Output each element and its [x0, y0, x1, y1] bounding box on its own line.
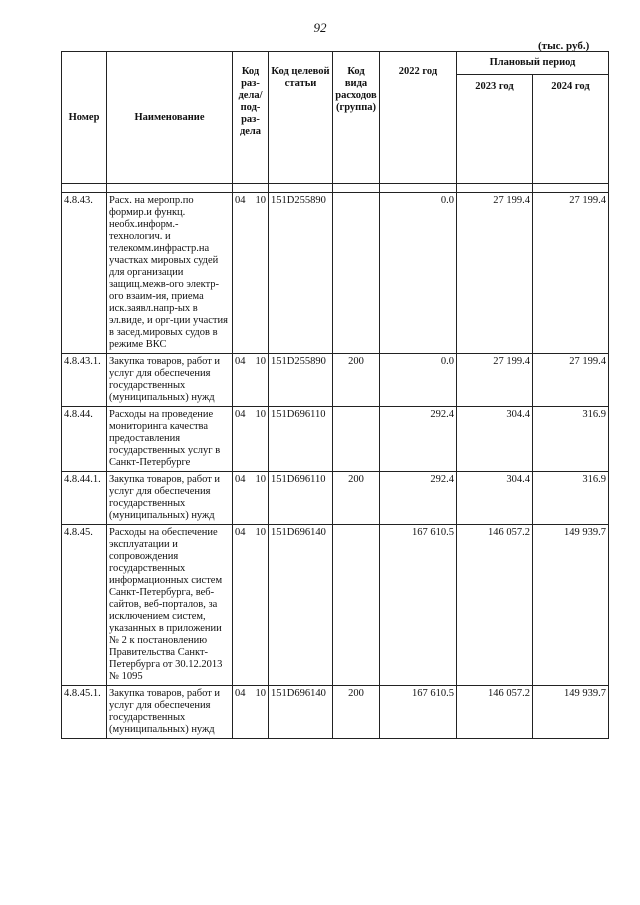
row-target-code: 151D255890 — [269, 354, 333, 407]
row-2022: 0.0 — [380, 354, 457, 407]
row-expense-code — [333, 525, 380, 686]
row-number: 4.8.43.1. — [62, 354, 107, 407]
table-row — [62, 525, 609, 686]
row-target-code: 151D696110 — [269, 472, 333, 525]
header-2023: 2023 год — [457, 75, 533, 184]
row-subsection: 10 — [255, 356, 266, 367]
row-2024: 316.9 — [533, 407, 609, 472]
row-subsection: 10 — [255, 195, 266, 206]
row-target-code: 151D255890 — [269, 193, 333, 354]
budget-table — [61, 51, 609, 739]
row-name: Закупка товаров, работ и услуг для обеспечения государственных (муниципальных) нужд — [107, 686, 233, 739]
row-name: Расходы на проведение мониторинга качества предоставления государственных услуг в Санкт-Петербурге — [107, 407, 233, 472]
row-section: 04 — [235, 474, 246, 485]
header-name: Наименование — [107, 52, 233, 184]
table-row — [62, 354, 609, 407]
row-expense-code: 200 — [333, 686, 380, 739]
row-section-code — [233, 472, 269, 525]
row-subsection: 10 — [255, 409, 266, 420]
header-number: Номер — [62, 52, 107, 184]
row-2022: 167 610.5 — [380, 686, 457, 739]
row-name: Расх. на меропр.по формир.и функц. необх.информ.-технологич. и телекомм.инфрастр.на участках мировых судей для организации защищ.межв-ого электр-ого взаим-ия, приема иск.заявл.напр-ых в эл.виде, и орг-ции участия в засед.мировых судов в режиме ВКС — [107, 193, 233, 354]
row-2024: 27 199.4 — [533, 354, 609, 407]
row-section: 04 — [235, 356, 246, 367]
row-2023: 27 199.4 — [457, 193, 533, 354]
row-name: Закупка товаров, работ и услуг для обеспечения государственных (муниципальных) нужд — [107, 354, 233, 407]
page-number: 92 — [313, 20, 327, 35]
row-subsection: 10 — [255, 527, 266, 538]
row-expense-code — [333, 193, 380, 354]
row-expense-code: 200 — [333, 354, 380, 407]
row-expense-code: 200 — [333, 472, 380, 525]
table-row — [62, 686, 609, 739]
row-2022: 0.0 — [380, 193, 457, 354]
header-2022: 2022 год — [380, 52, 457, 184]
units-label: (тыс. руб.) — [538, 40, 590, 52]
row-2023: 304.4 — [457, 407, 533, 472]
row-2023: 146 057.2 — [457, 525, 533, 686]
row-section-code — [233, 354, 269, 407]
row-number: 4.8.43. — [62, 193, 107, 354]
row-2024: 149 939.7 — [533, 686, 609, 739]
row-2023: 304.4 — [457, 472, 533, 525]
header-expense-type: Код вида расходов (группа) — [333, 52, 380, 184]
table-row — [62, 407, 609, 472]
row-number: 4.8.44. — [62, 407, 107, 472]
row-expense-code — [333, 407, 380, 472]
row-2022: 292.4 — [380, 472, 457, 525]
row-target-code: 151D696110 — [269, 407, 333, 472]
row-name: Закупка товаров, работ и услуг для обеспечения государственных (муниципальных) нужд — [107, 472, 233, 525]
table-row — [62, 472, 609, 525]
row-section-code — [233, 407, 269, 472]
row-number: 4.8.45. — [62, 525, 107, 686]
table-row — [62, 193, 609, 354]
row-2024: 316.9 — [533, 472, 609, 525]
row-section: 04 — [235, 527, 246, 538]
row-target-code: 151D696140 — [269, 686, 333, 739]
row-number: 4.8.45.1. — [62, 686, 107, 739]
row-2023: 146 057.2 — [457, 686, 533, 739]
header-section: Код раз-дела/ под-раз-дела — [233, 52, 269, 184]
row-section: 04 — [235, 688, 246, 699]
row-2022: 167 610.5 — [380, 525, 457, 686]
row-section: 04 — [235, 409, 246, 420]
row-subsection: 10 — [255, 474, 266, 485]
row-2023: 27 199.4 — [457, 354, 533, 407]
row-section: 04 — [235, 195, 246, 206]
row-2022: 292.4 — [380, 407, 457, 472]
row-section-code — [233, 686, 269, 739]
row-name: Расходы на обеспечение эксплуатации и сопровождения государственных информационных систем Санкт-Петербурга, веб-сайтов, веб-порталов, за исключением систем, указанных в приложении № 2 к постановлению Правительства Санкт-Петербурга от 30.12.2013 № 1095 — [107, 525, 233, 686]
row-2024: 27 199.4 — [533, 193, 609, 354]
row-2024: 149 939.7 — [533, 525, 609, 686]
header-target: Код целевой статьи — [269, 52, 333, 184]
row-subsection: 10 — [255, 688, 266, 699]
row-section-code — [233, 193, 269, 354]
header-planning-period: Плановый период — [457, 52, 609, 75]
row-section-code — [233, 525, 269, 686]
header-2024: 2024 год — [533, 75, 609, 184]
row-target-code: 151D696140 — [269, 525, 333, 686]
row-number: 4.8.44.1. — [62, 472, 107, 525]
